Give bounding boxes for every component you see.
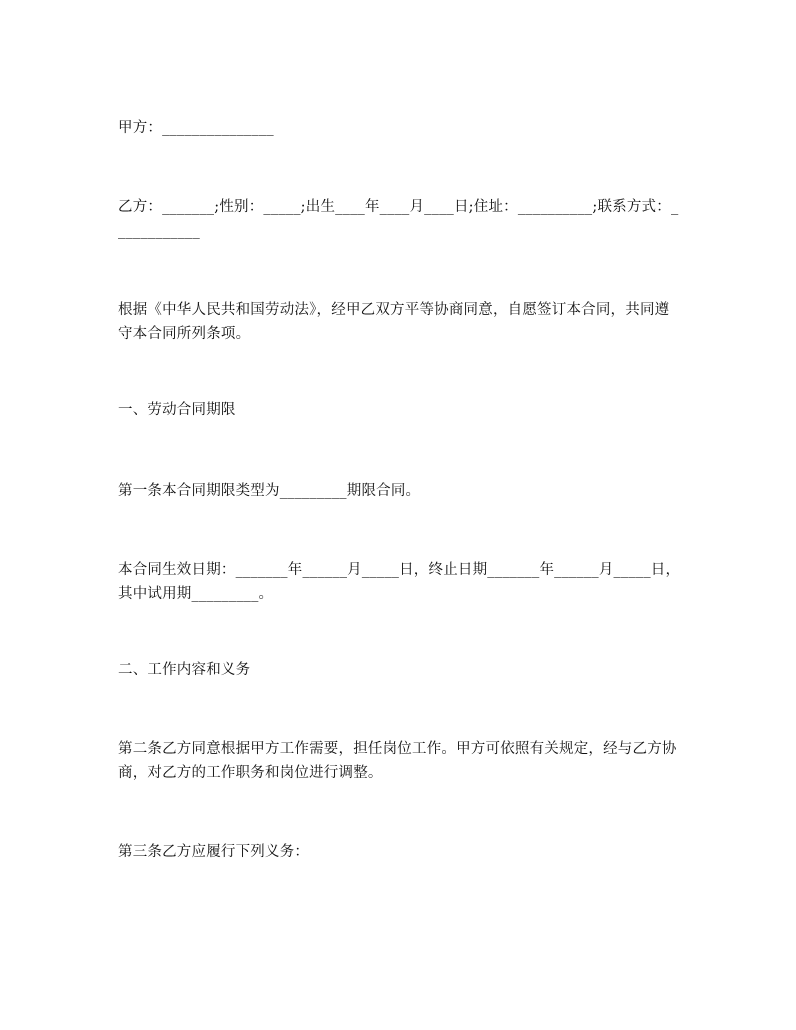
section-heading-duties: 二、工作内容和义务 bbox=[118, 662, 251, 678]
article-1: 第一条本合同期限类型为_________期限合同。 bbox=[118, 483, 421, 499]
contract-preamble: 根据《中华人民共和国劳动法》，经甲乙双方平等协商同意，自愿签订本合同，共同遵守本合同所列条项。 bbox=[118, 302, 670, 342]
party-b-info: 乙方：_______;性别：_____;出生____年____月____日;住址：__________;联系方式：____________ bbox=[118, 199, 679, 239]
party-a-line: 甲方：_______________ bbox=[118, 120, 274, 136]
section-heading-term: 一、劳动合同期限 bbox=[118, 402, 236, 418]
article-3: 第三条乙方应履行下列义务： bbox=[118, 844, 310, 860]
effective-date-clause: 本合同生效日期：_______年______月_____日，终止日期_______年______月_____日，其中试用期_________。 bbox=[118, 562, 681, 602]
article-2: 第二条乙方同意根据甲方工作需要，担任岗位工作。甲方可依照有关规定，经与乙方协商，对乙方的工作职务和岗位进行调整。 bbox=[118, 741, 677, 781]
